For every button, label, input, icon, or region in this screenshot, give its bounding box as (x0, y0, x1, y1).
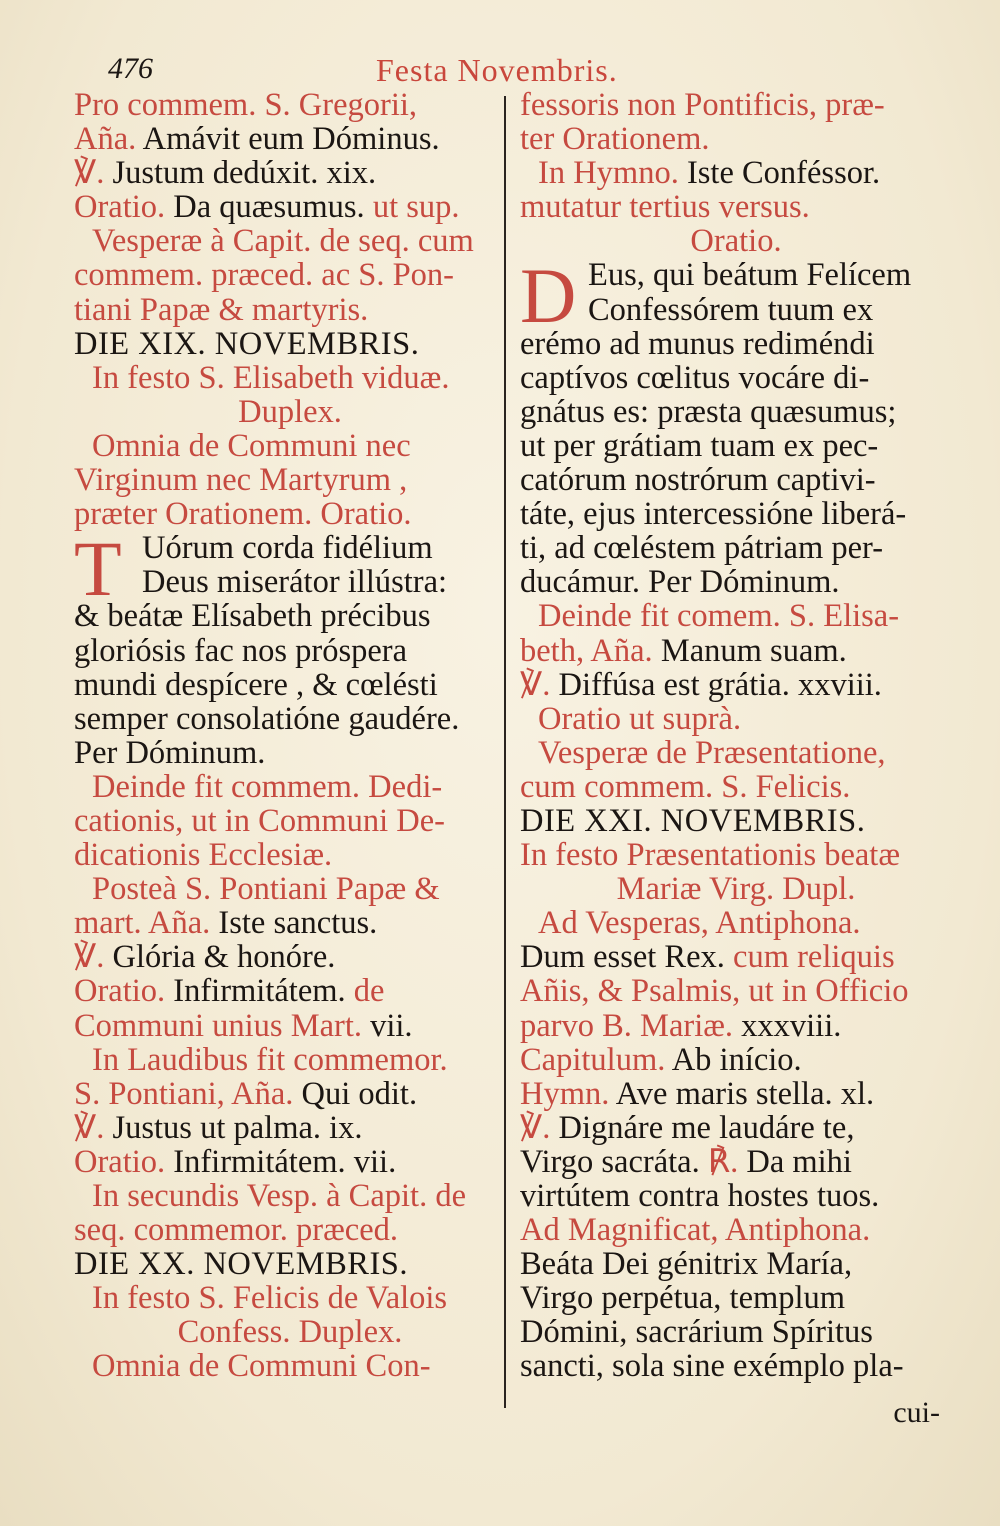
rubric-text: ℣. (74, 155, 105, 192)
body-text: Per Dóminum. (74, 734, 266, 771)
text-line (74, 906, 506, 940)
rubric-text: Virginum nec Martyrum , (74, 462, 408, 499)
rubric-text: In festo S. Felicis de Valois (92, 1280, 448, 1317)
text-line (74, 1179, 506, 1213)
rubric-text: Ad Vesperas, Antiphona. (538, 905, 861, 942)
text-line (520, 327, 952, 361)
body-text: Qui odit. (293, 1075, 418, 1112)
text-line (74, 395, 506, 429)
body-text: Virgo sacráta. (520, 1143, 700, 1180)
text-line (74, 1077, 506, 1111)
rubric-text: tiani Papæ & martyris. (74, 291, 369, 328)
text-line (520, 940, 952, 974)
text-line (520, 497, 952, 531)
text-line (520, 1349, 952, 1383)
body-text: Da quæsumus. (173, 189, 365, 226)
text-line (74, 565, 506, 599)
text-line (74, 497, 506, 531)
text-line (520, 156, 952, 190)
text-line (520, 736, 952, 770)
rubric-text: fessoris non Pontificis, præ- (520, 87, 885, 123)
rubric-text: mart. Aña. (74, 905, 211, 942)
body-text: Eus, qui beátum Felícem (588, 257, 912, 294)
body-text: catórum nostrórum captivi- (520, 462, 876, 499)
rubric-text: Añis, & Psalmis, ut in Officio (520, 973, 909, 1010)
text-line (520, 974, 952, 1008)
text-line (520, 770, 952, 804)
body-text: Deus miserátor illústra: (142, 564, 448, 601)
rubric-text: ℟. (699, 1143, 739, 1180)
body-text: Manum suam. (652, 632, 847, 669)
running-title: Festa Novembris. (376, 52, 618, 88)
text-line (74, 327, 506, 361)
text-line (74, 224, 506, 258)
text-line (520, 668, 952, 702)
text-line (74, 1315, 506, 1349)
text-line (520, 906, 952, 940)
text-line (520, 190, 952, 224)
body-text: Iste sanctus. (210, 905, 378, 942)
body-text: Dum esset Rex. (520, 939, 725, 976)
text-line (520, 224, 952, 258)
rubric-text: ℣. (74, 1109, 105, 1146)
text-line (520, 429, 952, 463)
text-line (74, 872, 506, 906)
body-text: xxxviii. (733, 1007, 842, 1044)
text-line (520, 872, 952, 906)
text-line (520, 1145, 952, 1179)
text-line (520, 1043, 952, 1077)
rubric-text: Confess. Duplex. (177, 1314, 403, 1351)
text-line (74, 88, 506, 122)
text-line (520, 531, 952, 565)
text-line (74, 258, 506, 292)
rubric-text: In secundis Vesp. à Capit. de (92, 1178, 466, 1214)
text-line (520, 1315, 952, 1349)
rubric-text: Posteà S. Pontiani Papæ & (92, 871, 440, 908)
body-text: Dómini, sacrárium Spíritus (520, 1314, 873, 1351)
text-line (520, 361, 952, 395)
rubric-text: cum reliquis (724, 939, 895, 976)
body-text: Virgo perpétua, templum (520, 1280, 846, 1317)
rubric-text: Ad Magnificat, Antiphona. (520, 1212, 871, 1249)
body-text: Diffúsa est grátia. xxviii. (550, 666, 882, 703)
rubric-text: Communi unius Mart. (74, 1007, 362, 1044)
rubric-text: Hymn. (520, 1075, 616, 1112)
rubric-text: Oratio. (690, 223, 782, 260)
text-line (520, 1247, 952, 1281)
rubric-text: mutatur tertius versus. (520, 189, 810, 226)
text-line (520, 634, 952, 668)
rubric-text: Deinde fit comem. S. Elisa- (538, 598, 900, 635)
drop-cap-initial: T (74, 525, 122, 613)
rubric-text: parvo B. Mariæ. (520, 1007, 734, 1044)
body-text: Ave maris stella. xl. (615, 1075, 875, 1112)
text-line (74, 668, 506, 702)
text-line (74, 1009, 506, 1043)
drop-cap-initial: D (520, 252, 577, 340)
text-line (74, 838, 506, 872)
text-line (520, 1179, 952, 1213)
text-line (74, 634, 506, 668)
text-line (520, 88, 952, 122)
rubric-text: ℣. (520, 666, 551, 703)
rubric-text: Omnia de Communi Con- (92, 1348, 431, 1385)
text-line (520, 1111, 952, 1145)
text-line (74, 1247, 506, 1281)
page-number: 476 (108, 52, 153, 85)
text-line (74, 1349, 506, 1383)
rubric-text: Deinde fit commem. Dedi- (92, 768, 443, 805)
rubric-text: Oratio ut suprà. (538, 700, 742, 737)
body-text: Justus ut palma. ix. (104, 1109, 363, 1146)
rubric-text: Omnia de Communi nec (92, 427, 411, 464)
text-line (520, 804, 952, 838)
body-text: Amávit eum Dóminus. (136, 121, 440, 158)
text-line (74, 1043, 506, 1077)
body-text: DIE XIX. NOVEMBRIS. (74, 325, 420, 362)
rubric-text: In Laudibus fit commemor. (92, 1041, 448, 1078)
rubric-text: In festo Præsentationis beatæ (520, 837, 901, 874)
body-text: ti, ad cœléstem pátriam per- (520, 530, 884, 567)
rubric-text: seq. commemor. præced. (74, 1212, 399, 1249)
text-line (74, 1145, 506, 1179)
catchword: cui- (893, 1396, 940, 1429)
body-text: Infirmitátem. vii. (173, 1143, 397, 1180)
body-text: Da mihi (738, 1143, 852, 1180)
text-line (520, 1213, 952, 1247)
text-line (74, 940, 506, 974)
text-line (74, 122, 506, 156)
rubric-text: Mariæ Virg. Dupl. (616, 871, 856, 908)
rubric-text: ℣. (520, 1109, 551, 1146)
text-line (74, 429, 506, 463)
text-line (520, 122, 952, 156)
rubric-text: Vesperæ à Capit. de seq. cum (92, 223, 474, 260)
body-text: virtútem contra hostes tuos. (520, 1178, 880, 1214)
body-text: DIE XX. NOVEMBRIS. (74, 1246, 408, 1283)
rubric-text: Duplex. (238, 393, 342, 430)
body-text: captívos cœlitus vocáre di- (520, 359, 870, 396)
body-text: Dignáre me laudáre te, (550, 1109, 855, 1146)
rubric-text: commem. præced. ac S. Pon- (74, 257, 454, 294)
left-column (74, 88, 506, 1384)
rubric-text: præter Orationem. Oratio. (74, 496, 412, 533)
body-text: vii. (362, 1007, 413, 1044)
text-line (74, 736, 506, 770)
text-line (520, 1009, 952, 1043)
right-column (520, 88, 952, 1384)
body-text: Justum dedúxit. xix. (104, 155, 377, 192)
text-line (74, 156, 506, 190)
body-text: táte, ejus intercessióne liberá- (520, 496, 907, 533)
body-text: ut per grátiam tuam ex pec- (520, 427, 879, 464)
rubric-text: Pro commem. S. Gregorii, (74, 87, 418, 123)
body-text: gloriósis fac nos próspera (74, 632, 408, 669)
body-text: Beáta Dei génitrix María, (520, 1246, 853, 1283)
body-text: sancti, sola sine exémplo pla- (520, 1348, 904, 1385)
text-line (74, 599, 506, 633)
rubric-text: Capitulum. (520, 1041, 666, 1078)
rubric-text: de (345, 973, 385, 1010)
body-text: Glória & honóre. (104, 939, 336, 976)
rubric-text: S. Pontiani, Aña. (74, 1075, 294, 1112)
rubric-text: In Hymno. (538, 155, 687, 192)
text-line (520, 565, 952, 599)
text-line (520, 838, 952, 872)
rubric-text: beth, Aña. (520, 632, 653, 669)
rubric-text: Oratio. (74, 1143, 174, 1180)
body-text: semper consolatióne gaudére. (74, 700, 460, 737)
text-line (74, 361, 506, 395)
rubric-text: Vesperæ de Præsentatione, (538, 734, 886, 771)
text-line (520, 1077, 952, 1111)
text-line (74, 293, 506, 327)
body-text: & beátæ Elísabeth précibus (74, 598, 431, 635)
rubric-text: ut sup. (364, 189, 460, 226)
text-line (74, 190, 506, 224)
body-text: Confessórem tuum ex (588, 291, 874, 328)
rubric-text: cum commem. S. Felicis. (520, 768, 851, 805)
text-line (74, 1213, 506, 1247)
text-line (74, 463, 506, 497)
text-line (74, 974, 506, 1008)
body-text: DIE XXI. NOVEMBRIS. (520, 802, 866, 839)
rubric-text: In festo S. Elisabeth viduæ. (92, 359, 450, 396)
body-text: erémo ad munus rediméndi (520, 325, 875, 362)
body-text: Infirmitátem. (173, 973, 346, 1010)
rubric-text: ℣. (74, 939, 105, 976)
text-line (520, 702, 952, 736)
text-line (74, 1111, 506, 1145)
body-text: Iste Conféssor. (686, 155, 881, 192)
text-line (520, 1281, 952, 1315)
body-text: mundi despícere , & cœlésti (74, 666, 438, 703)
rubric-text: ter Orationem. (520, 121, 710, 158)
text-line (74, 1281, 506, 1315)
body-text: ducámur. Per Dóminum. (520, 564, 840, 601)
text-line (520, 395, 952, 429)
rubric-text: Oratio. (74, 189, 174, 226)
body-text: Uórum corda fidélium (142, 530, 433, 567)
text-line (520, 463, 952, 497)
text-line (520, 293, 952, 327)
rubric-text: Oratio. (74, 973, 174, 1010)
rubric-text: cationis, ut in Communi De- (74, 802, 446, 839)
text-line (74, 770, 506, 804)
rubric-text: dicationis Ecclesiæ. (74, 837, 333, 874)
text-line (520, 599, 952, 633)
body-text: Ab início. (665, 1041, 802, 1078)
text-line (74, 702, 506, 736)
body-text: gnátus es: præsta quæsumus; (520, 393, 897, 430)
rubric-text: Aña. (74, 121, 137, 158)
text-line (74, 804, 506, 838)
